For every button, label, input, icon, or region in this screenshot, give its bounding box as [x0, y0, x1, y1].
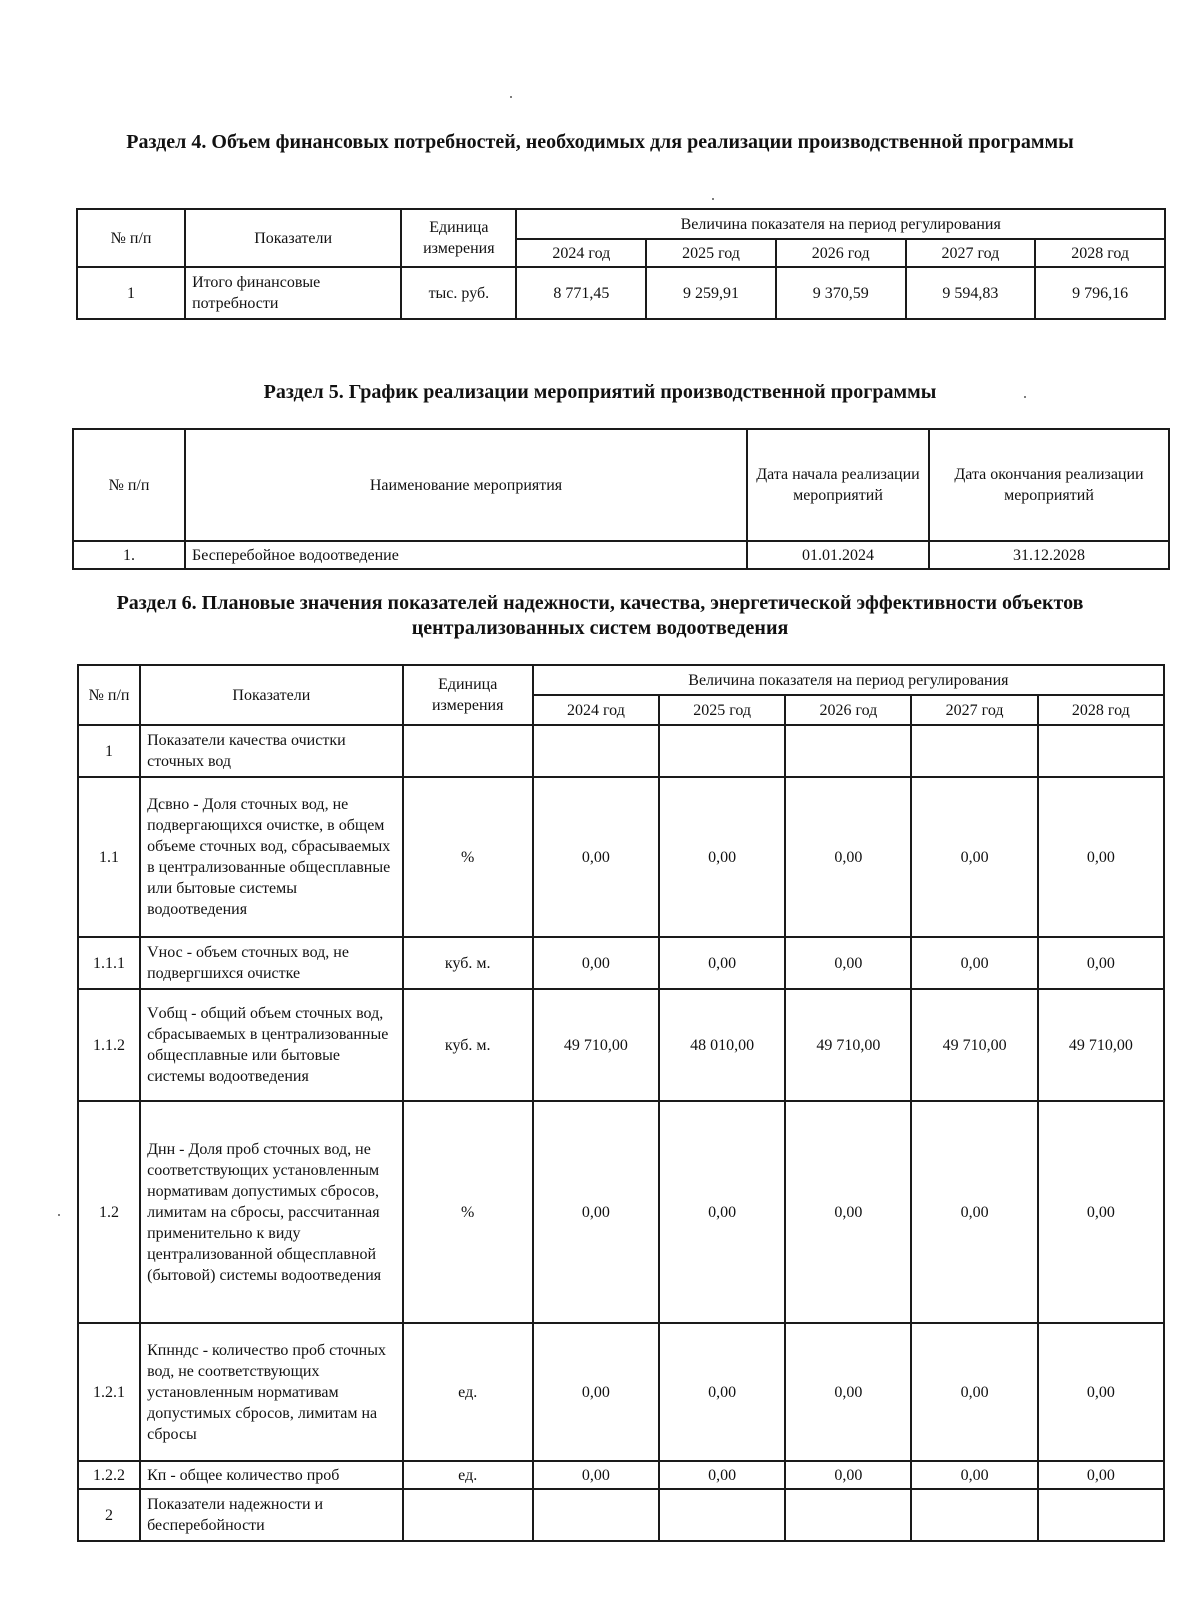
row-num: 1.1 — [78, 777, 140, 937]
col-header-period: Величина показателя на период регулирования — [516, 209, 1165, 239]
table-row — [73, 541, 1169, 569]
col-header-year: 2027 год — [911, 695, 1037, 725]
row-start: 01.01.2024 — [747, 541, 929, 569]
table-row — [78, 777, 1164, 937]
row-value: 0,00 — [911, 937, 1037, 989]
col-header-unit: Единица измерения — [401, 209, 516, 267]
row-value: 0,00 — [659, 1101, 785, 1323]
row-value: 0,00 — [533, 937, 659, 989]
col-header-name: Наименование мероприятия — [185, 429, 747, 541]
col-header-year: 2026 год — [785, 695, 911, 725]
col-header-year: 2025 год — [659, 695, 785, 725]
row-value: 0,00 — [533, 1461, 659, 1489]
row-value: 0,00 — [533, 1101, 659, 1323]
row-indicator: Vнос - объем сточных вод, не подвергшихся очистке — [140, 937, 402, 989]
row-value: 0,00 — [533, 777, 659, 937]
table-row — [78, 1323, 1164, 1461]
col-header-year: 2024 год — [533, 695, 659, 725]
row-value — [533, 725, 659, 777]
row-value: 9 259,91 — [646, 267, 776, 319]
row-value: 0,00 — [785, 1101, 911, 1323]
row-unit: куб. м. — [403, 937, 533, 989]
row-value: 0,00 — [1038, 1323, 1164, 1461]
row-indicator: Кп - общее количество проб — [140, 1461, 402, 1489]
scan-speck — [712, 198, 714, 200]
row-num: 1.1.2 — [78, 989, 140, 1101]
row-value: 0,00 — [785, 777, 911, 937]
row-value: 0,00 — [785, 1323, 911, 1461]
row-value — [1038, 1489, 1164, 1541]
schedule-table — [72, 428, 1170, 570]
col-header-start: Дата начала реализации мероприятий — [747, 429, 929, 541]
row-value: 0,00 — [1038, 1461, 1164, 1489]
row-name: Бесперебойное водоотведение — [185, 541, 747, 569]
row-value — [533, 1489, 659, 1541]
row-value: 48 010,00 — [659, 989, 785, 1101]
row-value: 0,00 — [785, 937, 911, 989]
scan-speck — [58, 1214, 60, 1216]
table-row — [77, 267, 1165, 319]
row-value — [911, 1489, 1037, 1541]
row-value: 9 370,59 — [776, 267, 906, 319]
row-unit: % — [403, 777, 533, 937]
row-unit: ед. — [403, 1323, 533, 1461]
row-value: 49 710,00 — [1038, 989, 1164, 1101]
row-value — [659, 1489, 785, 1541]
col-header-period: Величина показателя на период регулирования — [533, 665, 1164, 695]
row-indicator: Днн - Доля проб сточных вод, не соответствующих установленным нормативам допустимых сбросов, лимитам на сбросы, рассчитанная применительно к виду централизованной общесплавной (бытовой) системы водоотведения — [140, 1101, 402, 1323]
row-value: 0,00 — [911, 777, 1037, 937]
scan-speck — [1024, 396, 1026, 398]
row-value: 0,00 — [533, 1323, 659, 1461]
row-unit: куб. м. — [403, 989, 533, 1101]
row-value: 0,00 — [659, 937, 785, 989]
row-indicator: Vобщ - общий объем сточных вод, сбрасываемых в централизованные общесплавные или бытовые системы водоотведения — [140, 989, 402, 1101]
row-value: 8 771,45 — [516, 267, 646, 319]
col-header-indicator: Показатели — [140, 665, 402, 725]
row-value — [911, 725, 1037, 777]
col-header-unit: Единица измерения — [403, 665, 533, 725]
row-num: 1.2.1 — [78, 1323, 140, 1461]
table-row — [78, 989, 1164, 1101]
row-unit — [403, 1489, 533, 1541]
row-num: 2 — [78, 1489, 140, 1541]
row-num: 1.1.1 — [78, 937, 140, 989]
row-value: 0,00 — [911, 1101, 1037, 1323]
table-row — [78, 725, 1164, 777]
col-header-year: 2028 год — [1038, 695, 1164, 725]
row-indicator: Итого финансовые потребности — [185, 267, 401, 319]
row-value: 9 594,83 — [906, 267, 1036, 319]
section6-title: Раздел 6. Плановые значения показателей надежности, качества, энергетической эффективности объектов централизованных систем водоотведения — [116, 592, 1084, 639]
row-value: 0,00 — [911, 1323, 1037, 1461]
col-header-year: 2025 год — [646, 239, 776, 267]
section4-title: Раздел 4. Объем финансовых потребностей, необходимых для реализации производственной программы — [126, 131, 1074, 153]
row-value: 0,00 — [1038, 937, 1164, 989]
table-row — [78, 937, 1164, 989]
col-header-year: 2028 год — [1035, 239, 1165, 267]
col-header-year: 2026 год — [776, 239, 906, 267]
indicators-table — [77, 664, 1165, 1542]
row-value — [785, 1489, 911, 1541]
row-num: 1 — [77, 267, 185, 319]
table-row — [78, 1461, 1164, 1489]
row-indicator: Показатели качества очистки сточных вод — [140, 725, 402, 777]
col-header-year: 2024 год — [516, 239, 646, 267]
row-num: 1.2 — [78, 1101, 140, 1323]
row-num: 1.2.2 — [78, 1461, 140, 1489]
row-unit: ед. — [403, 1461, 533, 1489]
financial-needs-table — [76, 208, 1166, 320]
col-header-indicator: Показатели — [185, 209, 401, 267]
row-indicator: Кпнндс - количество проб сточных вод, не соответствующих установленным нормативам допустимых сбросов, лимитам на сбросы — [140, 1323, 402, 1461]
row-value: 0,00 — [659, 1461, 785, 1489]
row-value: 49 710,00 — [911, 989, 1037, 1101]
row-value: 49 710,00 — [785, 989, 911, 1101]
col-header-year: 2027 год — [906, 239, 1036, 267]
row-value: 0,00 — [1038, 777, 1164, 937]
col-header-num: № п/п — [77, 209, 185, 267]
row-value — [785, 725, 911, 777]
table-row — [78, 1489, 1164, 1541]
row-value: 0,00 — [1038, 1101, 1164, 1323]
col-header-num: № п/п — [78, 665, 140, 725]
row-value: 0,00 — [911, 1461, 1037, 1489]
section5-title: Раздел 5. График реализации мероприятий производственной программы — [263, 381, 937, 403]
row-value: 0,00 — [659, 1323, 785, 1461]
row-value: 9 796,16 — [1035, 267, 1165, 319]
scan-speck — [510, 96, 512, 98]
row-num: 1. — [73, 541, 185, 569]
row-value: 0,00 — [659, 777, 785, 937]
table-row — [78, 1101, 1164, 1323]
row-indicator: Показатели надежности и бесперебойности — [140, 1489, 402, 1541]
row-unit: тыс. руб. — [401, 267, 516, 319]
row-unit: % — [403, 1101, 533, 1323]
col-header-num: № п/п — [73, 429, 185, 541]
col-header-end: Дата окончания реализации мероприятий — [929, 429, 1169, 541]
row-end: 31.12.2028 — [929, 541, 1169, 569]
row-unit — [403, 725, 533, 777]
row-indicator: Дсвно - Доля сточных вод, не подвергающихся очистке, в общем объеме сточных вод, сбрасываемых в централизованные общесплавные или бытовые системы водоотведения — [140, 777, 402, 937]
row-value — [659, 725, 785, 777]
row-num: 1 — [78, 725, 140, 777]
row-value: 49 710,00 — [533, 989, 659, 1101]
row-value — [1038, 725, 1164, 777]
row-value: 0,00 — [785, 1461, 911, 1489]
